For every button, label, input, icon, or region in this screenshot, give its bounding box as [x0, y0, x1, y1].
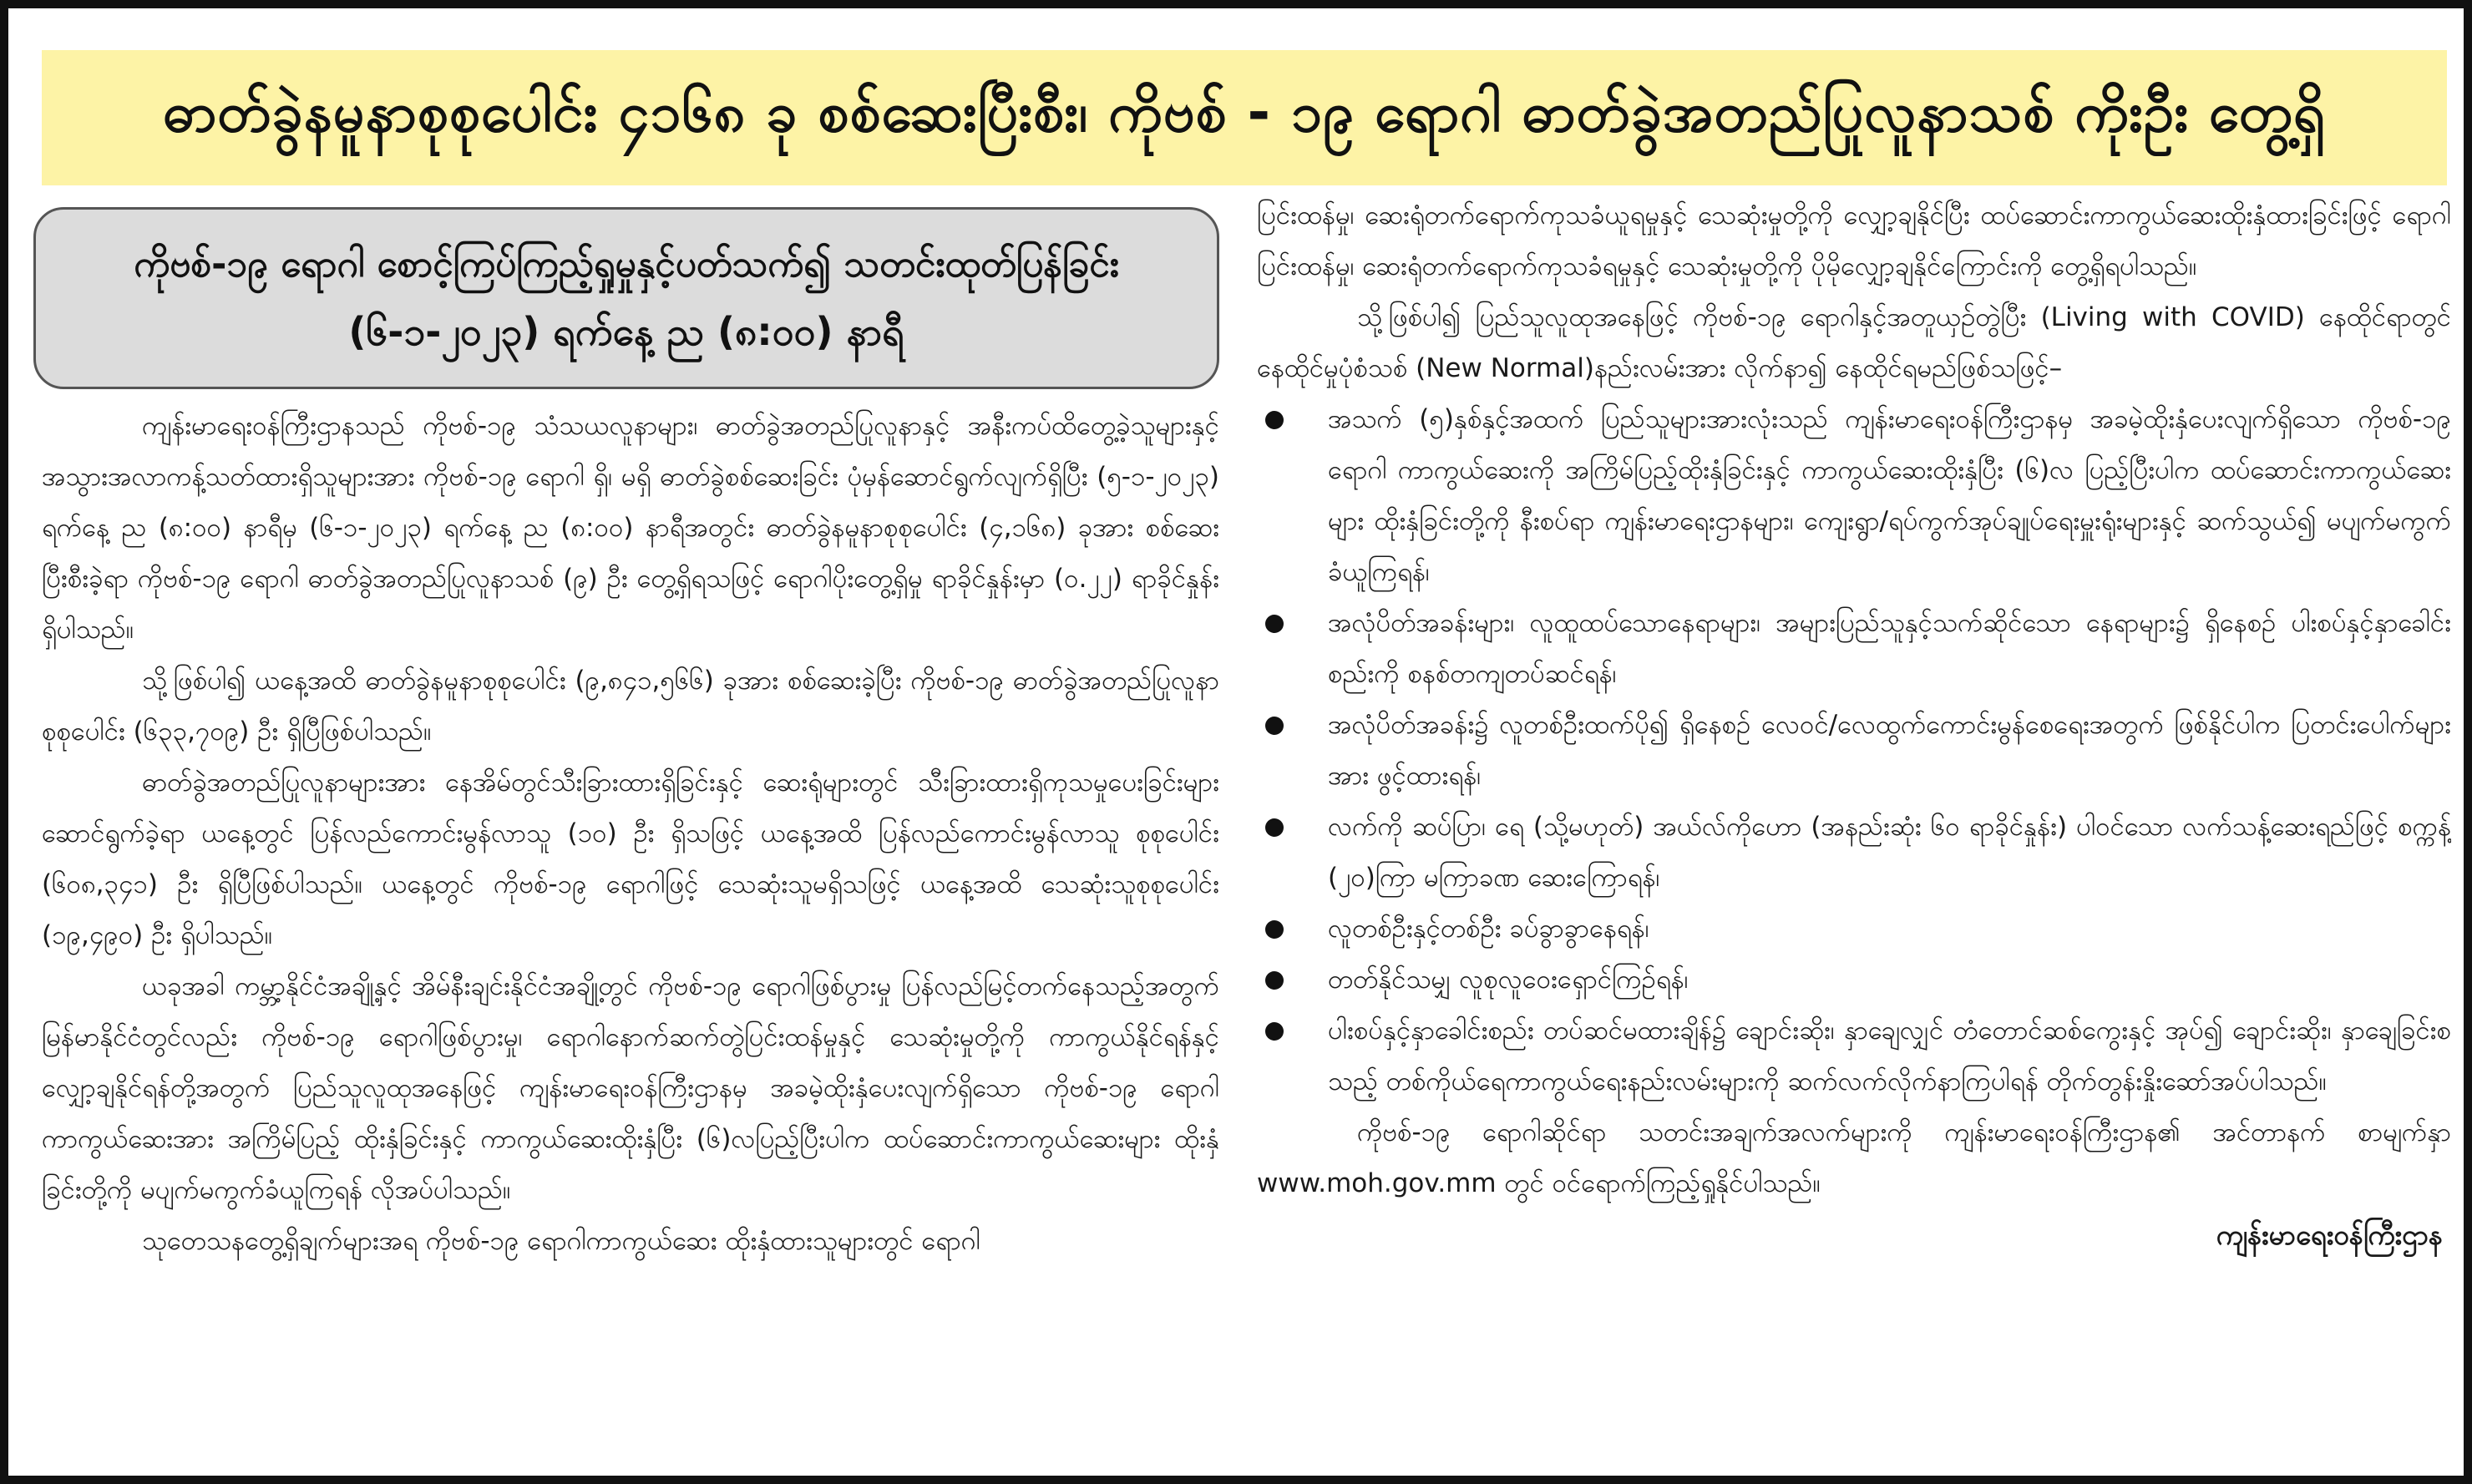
bullet-icon — [1265, 615, 1284, 633]
left-column — [42, 401, 1219, 1474]
list-item: အသက် (၅)နှစ်နှင့်အထက် ပြည်သူများအားလုံးသည် ကျန်းမာရေးဝန်ကြီးဌာနမှ အခမဲ့ထိုးနှံပေးလျက်ရှိသော ကိုဗစ်-၁၉ ရောဂါ ကာကွယ်ဆေးကို အကြိမ်ပြည့်ထိုးနှံခြင်းနှင့် ကာကွယ်ဆေးထိုးနှံပြီး (၆)လ ပြည့်ပြီးပါက ထပ်ဆောင်းကာကွယ်ဆေးများ ထိုးနှံခြင်းတို့ကို နီးစပ်ရာ ကျန်းမာရေးဌာနများ၊ ကျေးရွာ/ရပ်ကွက်အုပ်ချုပ်ရေးမှူးရုံးများနှင့် ဆက်သွယ်၍ မပျက်မကွက်ခံယူကြရန်၊ — [1257, 394, 2451, 598]
paragraph-testing: ကျန်းမာရေးဝန်ကြီးဌာနသည် ကိုဗစ်-၁၉ သံသယလူနာများ၊ ဓာတ်ခွဲအတည်ပြုလူနာနှင့် အနီးကပ်ထိတွေ့ခဲ့သူများနှင့် အသွားအလာကန့်သတ်ထားရှိသူများအား ကိုဗစ်-၁၉ ရောဂါ ရှိ၊ မရှိ ဓာတ်ခွဲစစ်ဆေးခြင်း ပုံမှန်ဆောင်ရွက်လျက်ရှိပြီး (၅-၁-၂၀၂၃) ရက်နေ့ ည (၈:၀၀) နာရီမှ (၆-၁-၂၀၂၃) ရက်နေ့ ည (၈:၀၀) နာရီအတွင်း ဓာတ်ခွဲနမူနာစုစုပေါင်း (၄,၁၆၈) ခုအား စစ်ဆေးပြီးစီးခဲ့ရာ ကိုဗစ်-၁၉ ရောဂါ ဓာတ်ခွဲအတည်ပြုလူနာသစ် (၉) ဦး တွေ့ရှိရသဖြင့် ရောဂါပိုးတွေ့ရှိမှု ရာခိုင်နှုန်းမှာ (၀.၂၂) ရာခိုင်နှုန်းရှိပါသည်။ — [42, 411, 1219, 645]
bullet-icon — [1265, 971, 1284, 990]
list-item: တတ်နိုင်သမျှ လူစုလူဝေးရှောင်ကြဉ်ရန်၊ — [1257, 955, 2451, 1005]
bullet-icon — [1265, 1022, 1284, 1041]
list-item: ပါးစပ်နှင့်နှာခေါင်းစည်း တပ်ဆင်မထားချိန်၌ ချောင်းဆိုး၊ နှာချေလျှင် တံတောင်ဆစ်ကွေးနှင့် အုပ်၍ ချောင်းဆိုး၊ နှာချေခြင်းစသည့် တစ်ကိုယ်ရေကာကွယ်ရေးနည်းလမ်းများကို ဆက်လက်လိုက်နာကြပါရန် တိုက်တွန်းနှိုးဆော်အပ်ပါသည်။ — [1257, 1005, 2451, 1107]
ministry-signature: ကျန်းမာရေးဝန်ကြီးဌာန — [2216, 1218, 2443, 1251]
paragraph-new-normal: သို့ဖြစ်ပါ၍ ပြည်သူလူထုအနေဖြင့် ကိုဗစ်-၁၉ ရောဂါနှင့်အတူယှဉ်တွဲပြီး (Living with COVID) နေထိုင်ရာတွင် နေထိုင်မှုပုံစံသစ် (New Normal)နည်းလမ်းအား လိုက်နာ၍ နေထိုင်ရမည်ဖြစ်သဖြင့်– — [1257, 302, 2451, 383]
paragraph-website: ကိုဗစ်-၁၉ ရောဂါဆိုင်ရာ သတင်းအချက်အလက်များကို ကျန်းမာရေးဝန်ကြီးဌာန၏ အင်တာနက် စာမျက်နှာ www.moh.gov.mm တွင် ဝင်ရောက်ကြည့်ရှုနိုင်ပါသည်။ — [1257, 1117, 2451, 1198]
bullet-icon — [1265, 818, 1284, 837]
bullet-icon — [1265, 411, 1284, 429]
bullet-icon — [1265, 920, 1284, 939]
bullet-icon — [1265, 717, 1284, 735]
list-item: လူတစ်ဦးနှင့်တစ်ဦး ခပ်ခွာခွာနေရန်၊ — [1257, 904, 2451, 955]
paragraph-vaccination: ယခုအခါ ကမ္ဘာ့နိုင်ငံအချို့နှင့် အိမ်နီးချင်းနိုင်ငံအချို့တွင် ကိုဗစ်-၁၉ ရောဂါဖြစ်ပွားမှု ပြန်လည်မြင့်တက်နေသည့်အတွက် မြန်မာနိုင်ငံတွင်လည်း ကိုဗစ်-၁၉ ရောဂါဖြစ်ပွားမှု၊ ရောဂါနောက်ဆက်တွဲပြင်းထန်မှုနှင့် သေဆုံးမှုတို့ကို ကာကွယ်နိုင်ရန်နှင့် လျှော့ချနိုင်ရန်တို့အတွက် ပြည်သူလူထုအနေဖြင့် ကျန်းမာရေးဝန်ကြီးဌာနမှ အခမဲ့ထိုးနှံပေးလျက်ရှိသော ကိုဗစ်-၁၉ ရောဂါ ကာကွယ်ဆေးအား အကြိမ်ပြည့် ထိုးနှံခြင်းနှင့် ကာကွယ်ဆေးထိုးနှံပြီး (၆)လပြည့်ပြီးပါက ထပ်ဆောင်းကာကွယ်ဆေးများ ထိုးနှံခြင်းတို့ကို မပျက်မကွက်ခံယူကြရန် လိုအပ်ပါသည်။ — [42, 971, 1219, 1205]
announcement-title: ကိုဗစ်-၁၉ ရောဂါ စောင့်ကြပ်ကြည့်ရှုမှုနှင့်ပတ်သက်၍ သတင်းထုတ်ပြန်ခြင်း — [134, 243, 1119, 286]
paragraph-totals: သို့ဖြစ်ပါ၍ ယနေ့အထိ ဓာတ်ခွဲနမူနာစုစုပေါင်း (၉,၈၄၁,၅၆၆) ခုအား စစ်ဆေးခဲ့ပြီး ကိုဗစ်-၁၉ ဓာတ်ခွဲအတည်ပြုလူနာ စုစုပေါင်း (၆၃၃,၇၀၉) ဦး ရှိပြီဖြစ်ပါသည်။ — [42, 666, 1219, 747]
right-column — [1257, 190, 2451, 1474]
announcement-datetime: (၆-၁-၂၀၂၃) ရက်နေ့ ည (၈:၀၀) နာရီ — [348, 309, 904, 354]
list-item: လက်ကို ဆပ်ပြာ၊ ရေ (သို့မဟုတ်) အယ်လ်ကိုဟော (အနည်းဆုံး ၆၀ ရာခိုင်နှုန်း) ပါဝင်သော လက်သန့်ဆေးရည်ဖြင့် စက္ကန့် (၂၀)ကြာ မကြာခဏ ဆေးကြောရန်၊ — [1257, 802, 2451, 904]
list-item: အလုံပိတ်အခန်း၌ လူတစ်ဦးထက်ပို၍ ရှိနေစဉ် လေဝင်/လေထွက်ကောင်းမွန်စေရေးအတွက် ဖြစ်နိုင်ပါက ပြတင်းပေါက်များအား ဖွင့်ထားရန်၊ — [1257, 700, 2451, 802]
headline-banner — [42, 50, 2447, 185]
guideline-list — [1257, 394, 2451, 1107]
paragraph-research-continued: ပြင်းထန်မှု၊ ဆေးရုံတက်ရောက်ကုသခံယူရမှုနှင့် သေဆုံးမှုတို့ကို လျှော့ချနိုင်ပြီး ထပ်ဆောင်းကာကွယ်ဆေးထိုးနှံထားခြင်းဖြင့် ရောဂါပြင်းထန်မှု၊ ဆေးရုံတက်ရောက်ကုသခံရမှုနှင့် သေဆုံးမှုတို့ကို ပိုမိုလျှော့ချနိုင်ကြောင်းကို တွေ့ရှိရပါသည်။ — [1257, 200, 2451, 281]
paragraph-recovery: ဓာတ်ခွဲအတည်ပြုလူနာများအား နေအိမ်တွင်သီးခြားထားရှိခြင်းနှင့် ဆေးရုံများတွင် သီးခြားထားရှိကုသမှုပေးခြင်းများ ဆောင်ရွက်ခဲ့ရာ ယနေ့တွင် ပြန်လည်ကောင်းမွန်လာသူ (၁၀) ဦး ရှိသဖြင့် ယနေ့အထိ ပြန်လည်ကောင်းမွန်လာသူ စုစုပေါင်း (၆၀၈,၃၄၁) ဦး ရှိပြီဖြစ်ပါသည်။ ယနေ့တွင် ကိုဗစ်-၁၉ ရောဂါဖြင့် သေဆုံးသူမရှိသဖြင့် ယနေ့အထိ သေဆုံးသူစုစုပေါင်း (၁၉,၄၉၀) ဦး ရှိပါသည်။ — [42, 767, 1219, 950]
announcement-box — [33, 207, 1219, 389]
paragraph-research: သုတေသနတွေ့ရှိချက်များအရ ကိုဗစ်-၁၉ ရောဂါကာကွယ်ဆေး ထိုးနှံထားသူများတွင် ရောဂါ — [142, 1226, 980, 1256]
headline-text: ဓာတ်ခွဲနမူနာစုစုပေါင်း ၄၁၆၈ ခု စစ်ဆေးပြီးစီး၊ ကိုဗစ် - ၁၉ ရောဂါ ဓာတ်ခွဲအတည်ပြုလူနာသစ် ကိုးဦး တွေ့ရှိ — [162, 79, 2327, 144]
list-item: အလုံပိတ်အခန်းများ၊ လူထူထပ်သောနေရာများ၊ အများပြည်သူနှင့်သက်ဆိုင်သော နေရာများ၌ ရှိနေစဉ် ပါးစပ်နှင့်နှာခေါင်းစည်းကို စနစ်တကျတပ်ဆင်ရန်၊ — [1257, 598, 2451, 700]
